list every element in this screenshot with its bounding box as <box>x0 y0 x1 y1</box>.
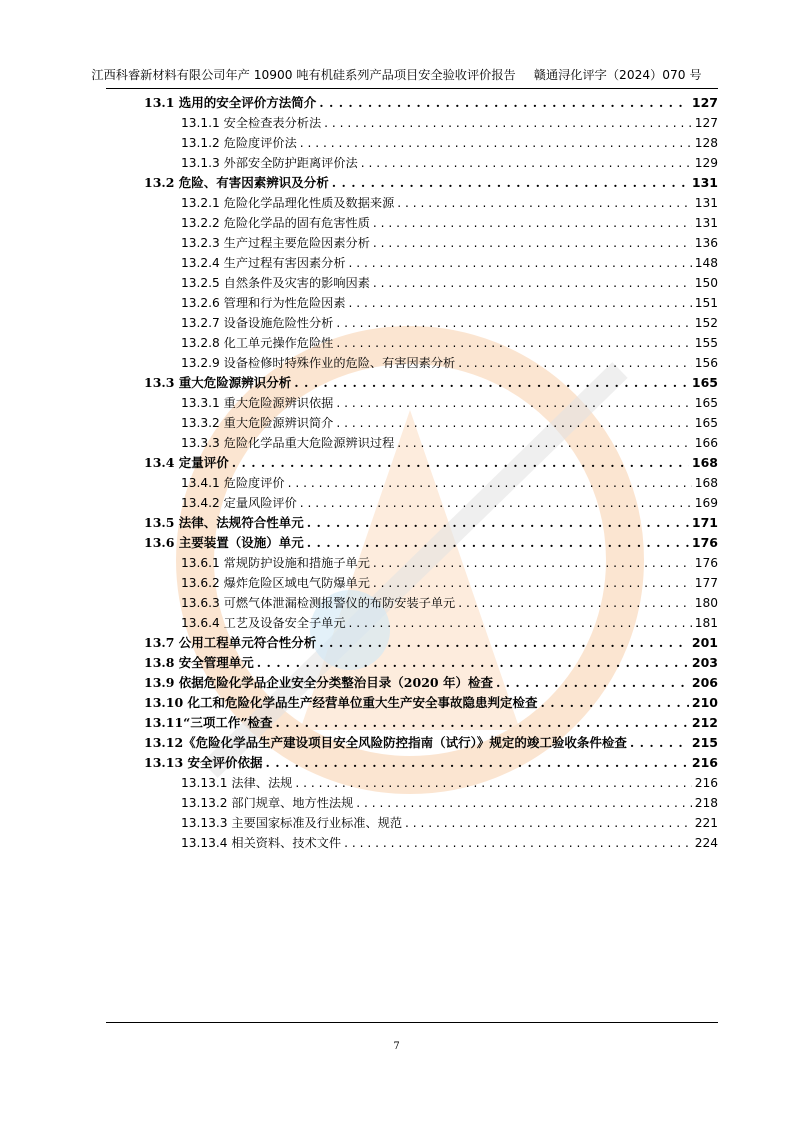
toc-entry-title: 13.6.4 工艺及设备安全子单元 <box>181 616 346 630</box>
toc-entry-title: 13.6.1 常规防护设施和措施子单元 <box>181 556 370 570</box>
toc-entry-title: 13.13 安全评价依据 <box>144 755 263 770</box>
toc-entry[interactable] <box>181 573 718 593</box>
toc-leader-dots <box>458 353 692 373</box>
toc-entry[interactable] <box>181 113 718 133</box>
toc-leader-dots <box>319 93 689 113</box>
toc-entry-title: 13.4 定量评价 <box>144 455 229 470</box>
toc-leader-dots <box>336 413 691 433</box>
toc-entry-title: 13.10 化工和危险化学品生产经营单位重大生产安全事故隐患判定检查 <box>144 695 538 710</box>
toc-leader-dots <box>266 753 689 773</box>
toc-entry[interactable] <box>181 353 718 373</box>
toc-leader-dots <box>300 133 692 153</box>
toc-entry[interactable] <box>144 693 718 713</box>
toc-leader-dots <box>232 453 689 473</box>
toc-entry[interactable] <box>181 473 718 493</box>
toc-entry-page: 166 <box>694 436 718 450</box>
toc-entry-title: 13.8 安全管理单元 <box>144 655 254 670</box>
toc-entry-title: 13.1.2 危险度评价法 <box>181 136 297 150</box>
toc-leader-dots <box>319 633 689 653</box>
toc-entry-title: 13.2 危险、有害因素辨识及分析 <box>144 175 329 190</box>
toc-entry-page: 203 <box>691 655 718 670</box>
toc-leader-dots <box>336 393 691 413</box>
toc-entry-title: 13.2.4 生产过程有害因素分析 <box>181 256 346 270</box>
toc-leader-dots <box>496 673 689 693</box>
toc-entry-page: 215 <box>691 735 718 750</box>
toc-entry-title: 13.9 依据危险化学品企业安全分类整治目录（2020 年）检查 <box>144 675 493 690</box>
toc-entry-title: 13.6.2 爆炸危险区域电气防爆单元 <box>181 576 370 590</box>
toc-entry[interactable] <box>144 373 718 393</box>
page-number: 7 <box>393 1041 400 1052</box>
toc-entry-page: 156 <box>694 356 718 370</box>
toc-entry-title: 13.5 法律、法规符合性单元 <box>144 515 304 530</box>
toc-leader-dots <box>324 113 692 133</box>
toc-leader-dots <box>300 493 692 513</box>
toc-entry-page: 221 <box>694 816 718 830</box>
toc-entry-title: 13.2.6 管理和行为性危险因素 <box>181 296 346 310</box>
toc-entry[interactable] <box>181 273 718 293</box>
header-report-number: 赣通浔化评字（2024）070 号 <box>533 68 702 82</box>
toc-entry-title: 13.3 重大危险源辨识分析 <box>144 375 292 390</box>
toc-entry-title: 13.4.2 定量风险评价 <box>181 496 297 510</box>
toc-entry-page: 206 <box>691 675 718 690</box>
toc-entry[interactable] <box>144 453 718 473</box>
toc-entry-page: 201 <box>691 635 718 650</box>
toc-entry-page: 129 <box>694 156 718 170</box>
toc-entry[interactable] <box>144 533 718 553</box>
toc-entry[interactable] <box>181 793 718 813</box>
toc-entry-page: 151 <box>694 296 718 310</box>
toc-leader-dots <box>349 293 692 313</box>
toc-leader-dots <box>307 513 689 533</box>
toc-entry-title: 13.3.3 危险化学品重大危险源辨识过程 <box>181 436 395 450</box>
toc-entry-page: 169 <box>694 496 718 510</box>
toc-entry[interactable] <box>181 413 718 433</box>
toc-entry-page: 131 <box>694 216 718 230</box>
toc-entry[interactable] <box>181 393 718 413</box>
toc-entry-page: 216 <box>691 755 718 770</box>
toc-entry-page: 165 <box>691 375 718 390</box>
toc-entry-title: 13.13.2 部门规章、地方性法规 <box>181 796 354 810</box>
toc-leader-dots <box>307 533 689 553</box>
toc-entry-page: 127 <box>691 95 718 110</box>
toc-entry-page: 176 <box>691 535 718 550</box>
toc-entry[interactable] <box>144 753 718 773</box>
toc-leader-dots <box>257 653 689 673</box>
toc-leader-dots <box>288 473 692 493</box>
toc-entry[interactable] <box>181 833 718 853</box>
toc-leader-dots <box>373 213 692 233</box>
toc-leader-dots <box>276 713 689 733</box>
toc-entry-page: 216 <box>694 776 718 790</box>
toc-entry[interactable] <box>181 773 718 793</box>
toc-entry-page: 181 <box>694 616 718 630</box>
toc-entry-page: 128 <box>694 136 718 150</box>
toc-entry[interactable] <box>181 313 718 333</box>
toc-entry[interactable] <box>144 513 718 533</box>
toc-entry[interactable] <box>144 713 718 733</box>
toc-entry-title: 13.2.1 危险化学品理化性质及数据来源 <box>181 196 395 210</box>
toc-leader-dots <box>405 813 692 833</box>
toc-leader-dots <box>336 333 691 353</box>
toc-entry-page: 224 <box>694 836 718 850</box>
toc-entry[interactable] <box>144 173 718 193</box>
toc-leader-dots <box>349 253 692 273</box>
toc-entry-page: 148 <box>694 256 718 270</box>
toc-entry[interactable] <box>181 593 718 613</box>
toc-entry-page: 180 <box>694 596 718 610</box>
toc-entry-title: 13.1.1 安全检查表分析法 <box>181 116 322 130</box>
toc-leader-dots <box>541 693 689 713</box>
toc-entry[interactable] <box>181 193 718 213</box>
toc-entry-page: 176 <box>694 556 718 570</box>
toc-leader-dots <box>295 773 691 793</box>
toc-entry-title: 13.6.3 可燃气体泄漏检测报警仪的布防安装子单元 <box>181 596 456 610</box>
toc-leader-dots <box>397 193 691 213</box>
toc-entry[interactable] <box>181 133 718 153</box>
toc-entry[interactable] <box>181 293 718 313</box>
toc-entry-page: 131 <box>694 196 718 210</box>
toc-entry-page: 177 <box>694 576 718 590</box>
toc-entry-page: 168 <box>691 455 718 470</box>
toc-leader-dots <box>630 733 689 753</box>
toc-leader-dots <box>373 273 692 293</box>
toc-entry-page: 152 <box>694 316 718 330</box>
toc-entry-page: 210 <box>691 695 718 710</box>
toc-entry-title: 13.2.2 危险化学品的固有危害性质 <box>181 216 370 230</box>
toc-entry-title: 13.13.4 相关资料、技术文件 <box>181 836 342 850</box>
footer-rule <box>106 1022 718 1023</box>
toc-leader-dots <box>336 313 691 333</box>
toc-leader-dots <box>344 833 692 853</box>
toc-leader-dots <box>349 613 692 633</box>
toc-entry-page: 212 <box>691 715 718 730</box>
toc-entry[interactable] <box>144 93 718 113</box>
toc-entry-page: 150 <box>694 276 718 290</box>
toc-leader-dots <box>294 373 689 393</box>
toc-entry-page: 218 <box>694 796 718 810</box>
toc-entry-title: 13.13.1 法律、法规 <box>181 776 293 790</box>
toc-entry-title: 13.3.2 重大危险源辨识简介 <box>181 416 334 430</box>
toc-leader-dots <box>373 553 692 573</box>
toc-entry-page: 136 <box>694 236 718 250</box>
toc-entry-title: 13.2.8 化工单元操作危险性 <box>181 336 334 350</box>
toc-entry-title: 13.1 选用的安全评价方法简介 <box>144 95 317 110</box>
header-rule <box>106 88 718 89</box>
toc-entry-title: 13.7 公用工程单元符合性分析 <box>144 635 317 650</box>
toc-entry-title: 13.12《危险化学品生产建设项目安全风险防控指南（试行）》规定的竣工验收条件检查 <box>144 735 627 750</box>
toc-entry[interactable] <box>181 233 718 253</box>
toc-entry-title: 13.2.9 设备检修时特殊作业的危险、有害因素分析 <box>181 356 456 370</box>
toc-entry-title: 13.6 主要装置（设施）单元 <box>144 535 304 550</box>
toc-entry-page: 131 <box>691 175 718 190</box>
toc-entry[interactable] <box>144 653 718 673</box>
header-report-title: 江西科睿新材料有限公司年产 10900 吨有机硅系列产品项目安全验收评价报告 <box>91 68 516 82</box>
toc-entry[interactable] <box>181 813 718 833</box>
toc-entry-title: 13.3.1 重大危险源辨识依据 <box>181 396 334 410</box>
toc-entry-title: 13.2.7 设备设施危险性分析 <box>181 316 334 330</box>
toc-entry[interactable] <box>144 733 718 753</box>
toc-entry[interactable] <box>181 253 718 273</box>
toc-entry-title: 13.13.3 主要国家标准及行业标准、规范 <box>181 816 403 830</box>
toc-leader-dots <box>373 233 692 253</box>
toc-entry-title: 13.2.3 生产过程主要危险因素分析 <box>181 236 370 250</box>
toc-entry-page: 127 <box>694 116 718 130</box>
toc-entry[interactable] <box>144 673 718 693</box>
toc-leader-dots <box>397 433 691 453</box>
toc-leader-dots <box>458 593 692 613</box>
toc-entry[interactable] <box>181 333 718 353</box>
toc-entry[interactable] <box>181 553 718 573</box>
toc-entry-page: 171 <box>691 515 718 530</box>
toc-entry[interactable] <box>181 493 718 513</box>
toc-entry-page: 165 <box>694 416 718 430</box>
running-header <box>0 66 793 83</box>
toc-leader-dots <box>356 793 691 813</box>
toc-leader-dots <box>373 573 692 593</box>
toc-entry-title: 13.11“三项工作”检查 <box>144 715 273 730</box>
toc-entry[interactable] <box>181 613 718 633</box>
toc-leader-dots <box>332 173 689 193</box>
toc-entry-title: 13.1.3 外部安全防护距离评价法 <box>181 156 358 170</box>
toc-entry-title: 13.2.5 自然条件及灾害的影响因素 <box>181 276 370 290</box>
toc-entry-title: 13.4.1 危险度评价 <box>181 476 285 490</box>
toc-entry-page: 155 <box>694 336 718 350</box>
toc-entry[interactable] <box>144 633 718 653</box>
toc-entry[interactable] <box>181 433 718 453</box>
toc-entry[interactable] <box>181 213 718 233</box>
toc-entry-page: 168 <box>694 476 718 490</box>
toc-entry-page: 165 <box>694 396 718 410</box>
toc-entry[interactable] <box>181 153 718 173</box>
toc-leader-dots <box>361 153 692 173</box>
